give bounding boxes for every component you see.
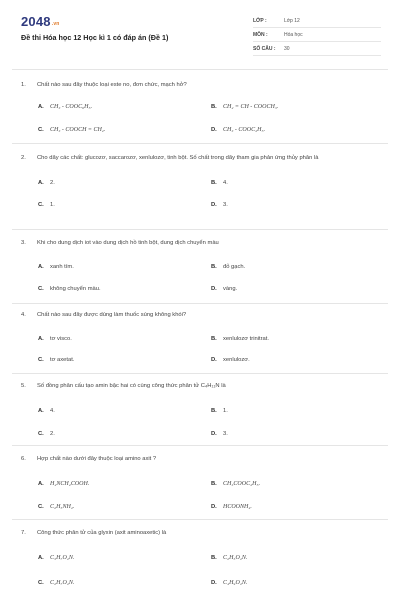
option-letter: C. [38, 580, 44, 586]
question-number: 5. [21, 383, 26, 389]
option-letter: C. [38, 504, 44, 510]
question-divider [12, 373, 388, 374]
option-c[interactable] [38, 127, 105, 133]
site-logo[interactable] [21, 14, 60, 29]
meta-row-subject [253, 29, 381, 42]
question-text: Khi cho dung dịch iot vào dung dịch hồ tinh bột, dung dịch chuyển màu [37, 240, 219, 246]
question-number: 7. [21, 530, 26, 536]
option-text: 4. [223, 180, 228, 186]
question-divider [12, 445, 388, 446]
option-a[interactable] [38, 408, 55, 414]
option-text: C₄H₉O₂N. [223, 580, 248, 586]
question-divider [12, 519, 388, 520]
option-text: CH₃ - COOC₂H₅. [223, 127, 266, 133]
option-d[interactable] [211, 357, 250, 363]
meta-label: MÔN : [253, 32, 268, 38]
question-5 [21, 381, 379, 437]
option-letter: D. [211, 431, 217, 437]
option-d[interactable] [211, 504, 252, 510]
option-text: xanh tím. [50, 264, 74, 270]
option-text: không chuyển màu. [50, 286, 101, 292]
option-letter: A. [38, 555, 44, 561]
meta-row-class [253, 15, 381, 28]
option-text: C₂H₇O₂N. [50, 580, 75, 586]
option-b[interactable] [211, 555, 247, 561]
meta-row-count [253, 43, 381, 56]
option-text: C₂H₅NH₂. [50, 504, 75, 510]
option-text: 1. [223, 408, 228, 414]
question-1 [21, 80, 379, 133]
option-b[interactable] [211, 104, 278, 110]
option-text: CH₂ = CH - COOCH₃. [223, 104, 279, 110]
option-letter: B. [211, 555, 217, 561]
option-letter: A. [38, 180, 44, 186]
meta-label: LỚP : [253, 18, 267, 24]
logo-text: 2048 [21, 14, 51, 29]
option-a[interactable] [38, 481, 89, 487]
meta-value: 30 [284, 46, 290, 52]
question-text-row [21, 310, 379, 320]
option-letter: C. [38, 127, 44, 133]
option-a[interactable] [38, 555, 74, 561]
option-text: tơ visco. [50, 336, 72, 342]
question-text: Chất nào sau đây thuộc loại este no, đơn chức, mạch hở? [37, 82, 187, 88]
option-text: CH₃ - COOC₆H₅. [50, 104, 93, 110]
option-letter: D. [211, 357, 217, 363]
option-a[interactable] [38, 264, 74, 270]
question-text: Hợp chất nào dưới đây thuộc loại amino axit ? [37, 456, 157, 462]
page-title: Đề thi Hóa học 12 Học kì 1 có đáp án (Đề 1) [21, 33, 169, 42]
option-letter: B. [211, 336, 217, 342]
option-letter: D. [211, 286, 217, 292]
option-letter: B. [211, 408, 217, 414]
option-d[interactable] [211, 202, 228, 208]
option-text: xenlulozơ trinitrat. [223, 336, 270, 342]
option-letter: B. [211, 481, 217, 487]
meta-label: SỐ CÂU : [253, 46, 276, 52]
question-text-row [21, 153, 379, 163]
option-letter: D. [211, 580, 217, 586]
option-letter: C. [38, 202, 44, 208]
option-letter: B. [211, 264, 217, 270]
question-divider [12, 143, 388, 144]
header-divider [12, 69, 388, 70]
option-text: HCOONH₄. [223, 504, 252, 510]
option-letter: D. [211, 127, 217, 133]
option-d[interactable] [211, 127, 265, 133]
option-d[interactable] [211, 286, 237, 292]
option-c[interactable] [38, 202, 55, 208]
question-text-row [21, 454, 379, 464]
option-letter: A. [38, 481, 44, 487]
option-text: 2. [50, 180, 55, 186]
option-letter: A. [38, 264, 44, 270]
question-text-row [21, 381, 379, 391]
option-letter: B. [211, 180, 217, 186]
question-number: 3. [21, 240, 26, 246]
option-c[interactable] [38, 431, 55, 437]
option-b[interactable] [211, 481, 260, 487]
option-text: 4. [50, 408, 55, 414]
question-divider [12, 303, 388, 304]
question-2 [21, 153, 379, 208]
option-b[interactable] [211, 408, 228, 414]
question-text-row [21, 238, 379, 248]
option-d[interactable] [211, 580, 247, 586]
exam-header [0, 0, 400, 66]
option-text: CH₃ - COOCH = CH₂. [50, 127, 106, 133]
question-4 [21, 310, 379, 363]
option-letter: A. [38, 408, 44, 414]
option-text: 1. [50, 202, 55, 208]
option-letter: A. [38, 336, 44, 342]
option-text: 2. [50, 431, 55, 437]
question-6 [21, 454, 379, 510]
option-text: vàng. [223, 286, 238, 292]
question-number: 1. [21, 82, 26, 88]
option-text: xenlulozơ. [223, 357, 250, 363]
question-text-row [21, 528, 379, 538]
option-a[interactable] [38, 104, 92, 110]
option-text: tơ axetat. [50, 357, 75, 363]
option-c[interactable] [38, 286, 101, 292]
question-text: Chất nào sau đây được dùng làm thuốc súng không khói? [37, 312, 187, 318]
option-a[interactable] [38, 180, 55, 186]
option-text: H₂NCH₂COOH. [50, 481, 90, 487]
option-b[interactable] [211, 264, 245, 270]
option-letter: D. [211, 504, 217, 510]
question-text: Số đồng phân cấu tạo amin bậc hai có cùng công thức phân tử C₄H₁₁N là [37, 383, 226, 389]
option-c[interactable] [38, 580, 74, 586]
option-letter: A. [38, 104, 44, 110]
question-3 [21, 238, 379, 292]
option-letter: D. [211, 202, 217, 208]
question-text-row [21, 80, 379, 90]
question-number: 2. [21, 155, 26, 161]
option-letter: C. [38, 286, 44, 292]
option-letter: C. [38, 431, 44, 437]
option-text: C₂H₅O₂N. [223, 555, 248, 561]
meta-value: Lớp 12 [284, 18, 300, 24]
question-7 [21, 528, 379, 586]
option-b[interactable] [211, 180, 228, 186]
option-text: 3. [223, 431, 228, 437]
question-text: Cho dãy các chất: glucozơ, saccarozơ, xenlulozơ, tinh bột. Số chất trong dãy tham gia phản ứng thủy phân là [37, 155, 319, 161]
option-text: 3. [223, 202, 228, 208]
option-c[interactable] [38, 504, 74, 510]
option-text: CH₃COOC₂H₅. [223, 481, 261, 487]
option-c[interactable] [38, 357, 74, 363]
option-d[interactable] [211, 431, 228, 437]
question-divider [12, 229, 388, 230]
question-number: 6. [21, 456, 26, 462]
option-text: đỏ gạch. [223, 264, 246, 270]
option-a[interactable] [38, 336, 72, 342]
question-text: Công thức phân tử của glyxin (axit aminoaxetic) là [37, 530, 167, 536]
option-letter: B. [211, 104, 217, 110]
option-b[interactable] [211, 336, 269, 342]
logo-tld: .vn [51, 21, 60, 27]
option-text: C₃H₇O₂N. [50, 555, 75, 561]
question-number: 4. [21, 312, 26, 318]
meta-value: Hóa học [284, 32, 303, 38]
option-letter: C. [38, 357, 44, 363]
